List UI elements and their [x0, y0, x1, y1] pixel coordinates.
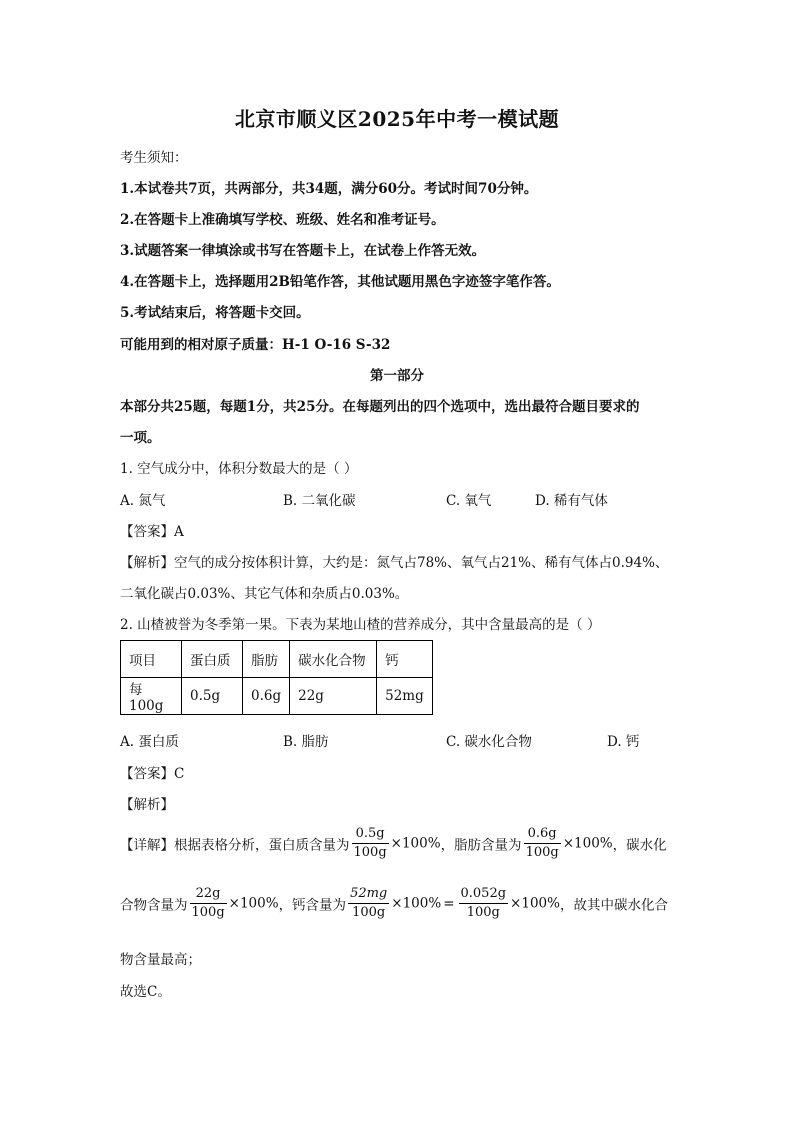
table-row: [121, 678, 433, 715]
part-instruction-cont: 一项。: [120, 430, 161, 446]
q2-detail-line-3: 物含量最高；: [120, 952, 201, 968]
notice-item: 5.考试结束后，将答题卡交回。: [120, 305, 310, 321]
notice-item: 1.本试卷共7页，共两部分，共34题，满分60分。考试时间70分钟。: [120, 181, 538, 197]
part-instruction: 本部分共25题，每题1分，共25分。在每题列出的四个选项中，选出最符合题目要求的: [120, 399, 640, 415]
fraction-numerator: 22g: [190, 886, 227, 904]
detail-text: ，碳水化: [612, 837, 667, 854]
fraction: [352, 826, 389, 861]
q1-option-c: C. 氧气: [446, 493, 492, 509]
fraction-denominator: 100g: [525, 845, 559, 860]
question-1-stem: 1. 空气成分中，体积分数最大的是（ ）: [120, 461, 358, 477]
q1-answer: 【答案】A: [120, 524, 184, 540]
q1-analysis: 【解析】空气的成分按体积计算，大约是：氮气占78%、氧气占21%、稀有气体占0.94%、: [120, 555, 669, 571]
detail-text: 合物含量为: [120, 897, 188, 914]
table-header-cell: 蛋白质: [182, 641, 243, 678]
page-title: 北京市顺义区2025年中考一模试题: [234, 107, 560, 131]
table-header-cell: 碳水化合物: [290, 641, 377, 678]
q2-answer: 【答案】C: [120, 766, 185, 782]
percent-factor: ×100%: [228, 895, 279, 912]
nutrition-table: [120, 640, 433, 715]
detail-text: ，故其中碳水化合: [559, 897, 668, 914]
q2-option-d: D. 钙: [607, 734, 640, 750]
q1-option-a: A. 氮气: [120, 493, 166, 509]
notice-item: 2.在答题卡上准确填写学校、班级、姓名和准考证号。: [120, 212, 445, 228]
fraction: [348, 886, 389, 921]
detail-text: 【详解】根据表格分析，蛋白质含量为: [120, 837, 350, 854]
atomic-mass-line: 可能用到的相对原子质量：H-1 O-16 S-32: [120, 337, 391, 353]
q2-conclusion: 故选C。: [120, 984, 171, 1000]
table-header-cell: 项目: [121, 641, 182, 678]
q2-analysis-label: 【解析】: [120, 797, 174, 813]
fraction-numerator: 0.052g: [459, 886, 509, 904]
table-cell: 0.5g: [182, 678, 243, 715]
table-cell: 22g: [290, 678, 377, 715]
fraction-numerator: 0.6g: [524, 826, 561, 844]
fraction: [459, 886, 509, 921]
q1-analysis-cont: 二氧化碳占0.03%、其它气体和杂质占0.03%。: [120, 586, 409, 602]
question-2-stem: 2. 山楂被誉为冬季第一果。下表为某地山楂的营养成分，其中含量最高的是（ ）: [120, 617, 601, 633]
table-header-row: [121, 641, 433, 678]
q2-option-b: B. 脂肪: [283, 734, 329, 750]
fraction-denominator: 100g: [466, 905, 500, 920]
percent-factor: ×100%: [562, 835, 613, 852]
fraction-denominator: 100g: [191, 905, 225, 920]
fraction-numerator: 0.5g: [352, 826, 389, 844]
table-cell: 0.6g: [243, 678, 290, 715]
equals-sign: =: [443, 895, 455, 912]
notice-item: 3.试题答案一律填涂或书写在答题卡上，在试卷上作答无效。: [120, 243, 486, 259]
q1-option-d: D. 稀有气体: [535, 493, 608, 509]
q1-option-b: B. 二氧化碳: [283, 493, 356, 509]
table-header-cell: 脂肪: [243, 641, 290, 678]
table-header-cell: 钙: [377, 641, 433, 678]
detail-text: ，钙含量为: [278, 897, 347, 914]
q2-option-a: A. 蛋白质: [120, 734, 179, 750]
notice-item: 4.在答题卡上，选择题用2B铅笔作答，其他试题用黑色字迹签字笔作答。: [120, 274, 560, 290]
fraction-numerator-text: 52mg: [350, 886, 388, 901]
notice-heading: 考生须知：: [120, 150, 188, 166]
detail-text: ，脂肪含量为: [440, 837, 522, 854]
table-cell: 52mg: [377, 678, 433, 715]
fraction-denominator: 100g: [352, 905, 386, 920]
fraction-numerator: [348, 886, 389, 904]
fraction-denominator: 100g: [353, 845, 387, 860]
percent-factor: ×100%: [391, 895, 442, 912]
q2-option-c: C. 碳水化合物: [446, 734, 532, 750]
q2-detail-line-1: [120, 826, 667, 861]
table-cell: 每100g: [121, 678, 182, 715]
fraction: [190, 886, 227, 921]
percent-factor: ×100%: [390, 835, 441, 852]
percent-factor: ×100%: [510, 895, 560, 912]
fraction: [524, 826, 561, 861]
part-heading: 第一部分: [370, 368, 424, 384]
q2-detail-line-2: [120, 886, 668, 921]
